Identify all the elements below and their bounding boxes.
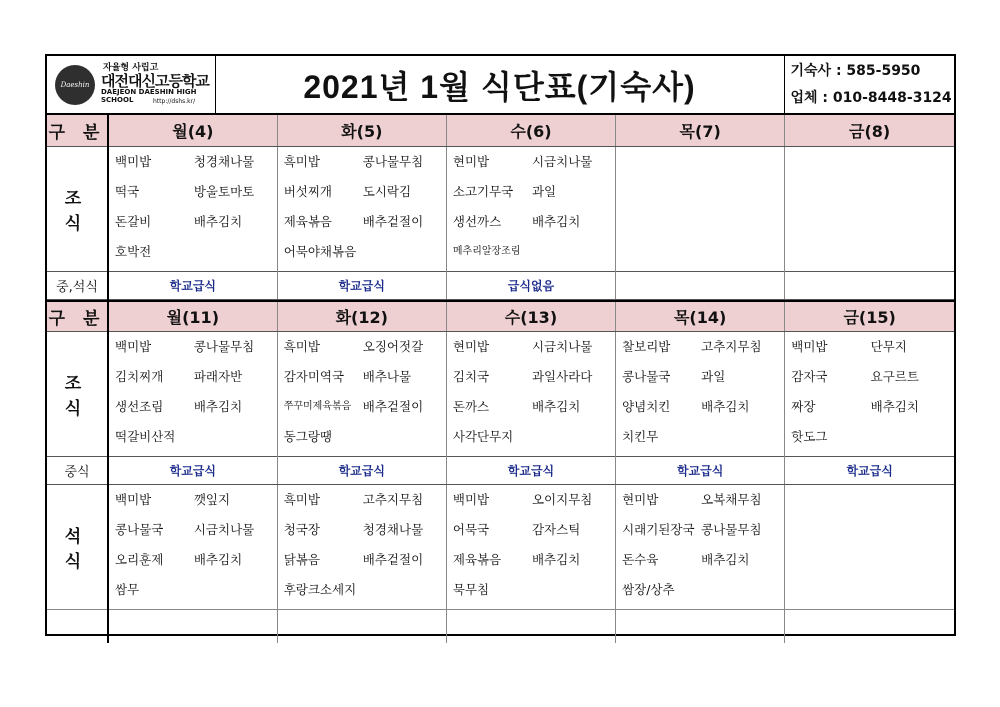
- breakfast-label: 조 식: [47, 332, 108, 457]
- school-url: http://dshs.kr/: [153, 98, 196, 105]
- menu-item: 버섯찌개: [283, 183, 332, 199]
- menu-item: [194, 579, 273, 609]
- lunch-cell: 학교급식: [446, 457, 615, 485]
- menu-item: 시래기된장국: [622, 522, 695, 537]
- day-header: 월(4): [108, 115, 277, 146]
- menu-cell: [108, 485, 277, 610]
- empty-cell: [277, 610, 446, 643]
- menu-cell: [108, 332, 277, 457]
- menu-cell: [616, 146, 785, 271]
- menu-cell: [446, 332, 615, 457]
- lunch-cell: 학교급식: [277, 457, 446, 485]
- lunch-cell: 학교급식: [616, 457, 785, 485]
- category-label: 구 분: [47, 301, 108, 332]
- menu-item: 백미밥: [115, 153, 152, 169]
- lunch-cell: 학교급식: [785, 457, 954, 485]
- menu-item: 사각단무지: [452, 429, 514, 444]
- day-header: 화(12): [277, 301, 446, 332]
- menu-item: 떡갈비산적: [115, 429, 176, 444]
- menu-item: [363, 579, 442, 609]
- menu-item: 짜장: [791, 399, 816, 414]
- menu-item: 청경채나물: [362, 522, 424, 537]
- week2-table: [47, 300, 954, 643]
- menu-item: 감자미역국: [283, 369, 345, 384]
- menu-item: 양념치킨: [622, 399, 671, 414]
- menu-item: 오징어젓갈: [362, 339, 424, 354]
- menu-item: 김치국: [452, 369, 490, 384]
- menu-item: 요구르트: [870, 369, 919, 384]
- day-header: 수(13): [446, 301, 615, 332]
- menu-item: 닭볶음: [283, 552, 320, 567]
- menu-item: 흑미밥: [283, 339, 320, 354]
- menu-item: 후랑크소세지: [283, 582, 357, 597]
- week2-empty-row: [47, 610, 954, 643]
- menu-item: 콩나물국: [115, 522, 164, 537]
- menu-item: 배추김치: [531, 399, 581, 414]
- school-subtitle: 자율형 사립고: [103, 63, 159, 73]
- menu-cell: [616, 332, 785, 457]
- meal-plan-sheet: [45, 54, 956, 636]
- menu-item: 과일사라다: [531, 369, 593, 384]
- menu-item: 파래자반: [193, 369, 243, 384]
- menu-item: 과일: [531, 183, 557, 199]
- menu-cell: [446, 146, 615, 271]
- menu-item: 생선까스: [452, 213, 502, 229]
- menu-item: 배추김치: [193, 213, 243, 229]
- menu-item: 현미밥: [622, 492, 659, 507]
- lunch-cell: [616, 271, 785, 299]
- menu-cell: [108, 146, 277, 271]
- menu-item: [194, 426, 273, 456]
- menu-item: 백미밥: [791, 339, 828, 354]
- menu-item: 돈수육: [622, 552, 659, 567]
- menu-item: 흑미밥: [283, 153, 320, 169]
- menu-item: [701, 579, 780, 609]
- menu-item: 백미밥: [452, 492, 490, 507]
- menu-item: 배추김치: [531, 213, 581, 229]
- school-logo-block: [47, 56, 215, 114]
- menu-item: 고추지무침: [701, 339, 762, 354]
- header-table: [47, 56, 954, 115]
- menu-item: 돈갈비: [115, 213, 152, 229]
- breakfast-label: 조 식: [47, 146, 108, 271]
- category-label: 구 분: [47, 115, 108, 146]
- menu-item: 청국장: [283, 522, 320, 537]
- menu-item: 콩나물무침: [701, 522, 762, 537]
- week2-lunch-row: [47, 457, 954, 485]
- menu-item: 제육볶음: [283, 213, 332, 229]
- menu-item: 배추김치: [701, 399, 750, 414]
- menu-item: 배추김치: [701, 552, 750, 567]
- menu-item: 배추겉절이: [362, 552, 424, 567]
- menu-item: 현미밥: [452, 339, 490, 354]
- menu-item: 고추지무침: [362, 492, 424, 507]
- menu-item: [532, 426, 611, 456]
- empty-cell: [446, 610, 615, 643]
- day-header: 금(15): [785, 301, 954, 332]
- menu-item: 메추리알장조림: [452, 245, 521, 257]
- menu-item: 쭈꾸미제육볶음: [283, 401, 352, 412]
- menu-item: 과일: [701, 369, 726, 384]
- menu-cell: [277, 485, 446, 610]
- menu-item: 방울토마토: [193, 183, 255, 199]
- menu-item: 돈까스: [452, 399, 490, 414]
- empty-cell: [108, 610, 277, 643]
- school-english-name: DAEJEON DAESHIN HIGH SCHOOL: [101, 88, 197, 104]
- menu-item: [363, 241, 442, 271]
- empty-cell: [785, 610, 954, 643]
- menu-item: 오리훈제: [115, 552, 164, 567]
- menu-cell: [785, 485, 954, 610]
- menu-item: 김치찌개: [115, 369, 164, 384]
- menu-item: 떡국: [115, 183, 140, 199]
- menu-item: 콩나물무침: [193, 339, 255, 354]
- menu-item: 호박전: [115, 243, 152, 259]
- menu-item: 묵무침: [452, 582, 490, 597]
- menu-item: 소고기무국: [452, 183, 514, 199]
- menu-item: 오복채무침: [701, 492, 762, 507]
- menu-item: 제육볶음: [452, 552, 502, 567]
- menu-item: 단무지: [870, 339, 907, 354]
- lunch-label: 중식: [47, 457, 108, 485]
- contact-info: [784, 56, 954, 114]
- day-header: 화(5): [277, 115, 446, 146]
- menu-cell: [616, 485, 785, 610]
- menu-item: 배추김치: [870, 399, 919, 414]
- menu-item: [194, 241, 273, 271]
- menu-item: 오이지무침: [531, 492, 593, 507]
- menu-cell: [277, 332, 446, 457]
- menu-cell: [785, 332, 954, 457]
- day-header: 수(6): [446, 115, 615, 146]
- week2-day-header: [47, 301, 954, 332]
- menu-item: 배추겉절이: [362, 399, 424, 414]
- menu-item: 치킨무: [622, 429, 659, 444]
- week1-breakfast-row: [47, 146, 954, 271]
- empty-cell: [616, 610, 785, 643]
- menu-item: [871, 426, 950, 456]
- day-header: 금(8): [785, 115, 954, 146]
- menu-item: 배추김치: [193, 552, 243, 567]
- menu-item: 흑미밥: [283, 492, 320, 507]
- week2-dinner-row: [47, 485, 954, 610]
- menu-item: [363, 426, 442, 456]
- menu-item: 쌈장/상추: [622, 582, 675, 597]
- lunch-cell: 학교급식: [277, 271, 446, 299]
- menu-item: 백미밥: [115, 339, 152, 354]
- page-title: 2021년 1월 식단표(기숙사): [215, 56, 784, 114]
- menu-cell: [277, 146, 446, 271]
- lunch-cell: 급식없음: [446, 271, 615, 299]
- lunch-dinner-label: 중,석식: [47, 271, 108, 299]
- week1-table: [47, 115, 954, 300]
- menu-cell: [446, 485, 615, 610]
- menu-item: 쌈무: [115, 582, 140, 597]
- menu-item: 콩나물국: [622, 369, 671, 384]
- vendor-contact: 업체 : 010-8448-3124: [790, 89, 952, 106]
- menu-item: [532, 579, 611, 609]
- dorm-contact: 기숙사 : 585-5950: [790, 62, 921, 79]
- day-header: 월(11): [108, 301, 277, 332]
- empty-label-cell: [47, 610, 108, 643]
- menu-item: 배추나물: [362, 369, 412, 384]
- menu-item: 시금치나물: [531, 153, 593, 169]
- menu-item: 감자국: [791, 369, 828, 384]
- menu-item: 시금치나물: [531, 339, 593, 354]
- menu-item: 생선조림: [115, 399, 164, 414]
- week1-day-header: [47, 115, 954, 146]
- dinner-label: 석 식: [47, 485, 108, 610]
- menu-item: 청경채나물: [193, 153, 255, 169]
- menu-item: 깻잎지: [193, 492, 231, 507]
- menu-item: 콩나물무침: [362, 153, 424, 169]
- menu-item: [532, 241, 611, 271]
- menu-item: 어묵야채볶음: [283, 243, 357, 259]
- week2-breakfast-row: [47, 332, 954, 457]
- menu-item: 도시락김: [362, 183, 412, 199]
- day-header: 목(14): [616, 301, 785, 332]
- menu-item: 어묵국: [452, 522, 490, 537]
- menu-item: 현미밥: [452, 153, 490, 169]
- menu-item: 백미밥: [115, 492, 152, 507]
- menu-item: 감자스틱: [531, 522, 581, 537]
- menu-item: 동그랑땡: [283, 429, 332, 444]
- day-header: 목(7): [616, 115, 785, 146]
- menu-item: 시금치나물: [193, 522, 255, 537]
- school-emblem-icon: Daeshin: [55, 65, 95, 105]
- menu-item: [701, 426, 780, 456]
- lunch-cell: 학교급식: [108, 271, 277, 299]
- menu-item: 배추겉절이: [362, 213, 424, 229]
- menu-cell: [785, 146, 954, 271]
- lunch-cell: 학교급식: [108, 457, 277, 485]
- menu-item: 찰보리밥: [622, 339, 671, 354]
- week1-lunch-row: [47, 271, 954, 299]
- school-name: 대전대신고등학교: [101, 72, 209, 90]
- lunch-cell: [785, 271, 954, 299]
- menu-item: 배추김치: [531, 552, 581, 567]
- menu-item: 배추김치: [193, 399, 243, 414]
- menu-item: 핫도그: [791, 429, 828, 444]
